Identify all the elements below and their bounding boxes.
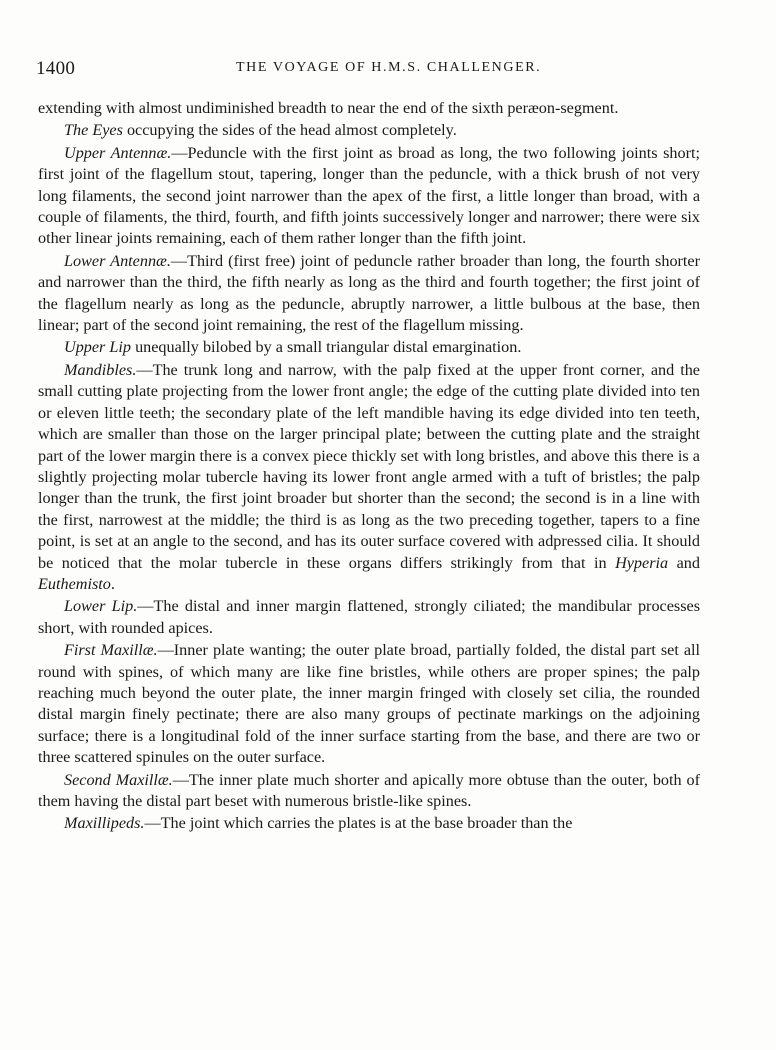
paragraph-text: —Third (first free) joint of peduncle rather broader than long, the fourth shorter and narrower than the third, the fifth nearly as long as the third and fourth together; the first joint of the flagellum nearly as long as the peduncle, abruptly narrower, a little bulbous at the base, then linear; part of the second joint remaining, the rest of the flagellum missing. [38, 251, 701, 335]
paragraph-upper-lip [38, 337, 700, 358]
paragraph-eyes [38, 120, 700, 141]
paragraph-heading: Second Maxillæ. [64, 770, 173, 789]
paragraph-second-maxillae [38, 770, 700, 813]
paragraph-text: —The joint which carries the plates is at the base broader than the [144, 814, 573, 833]
paragraph-text: —Inner plate wanting; the outer plate broad, partially folded, the distal part set all round with spines, of which many are like fine bristles, while others are proper spines; the palp reaching much beyond the outer plate, the inner margin fringed with closely set cilia, the rounded distal margin finely pectinate; there are also many groups of pectinate markings on the adjoining surface; there is a longitudinal fold of the inner surface starting from the base, and there are two or three scattered spinules on the outer surface. [38, 641, 700, 767]
paragraph-text: extending with almost undiminished breadth to near the end of the sixth peræon-segment. [38, 99, 619, 117]
page-number: 1400 [36, 58, 76, 79]
paragraph-text: occupying the sides of the head almost completely. [122, 121, 457, 140]
paragraph-text: . [110, 574, 115, 593]
page-header [36, 58, 736, 84]
paragraph-heading: Lower Lip. [64, 597, 138, 616]
body-text [38, 98, 700, 836]
paragraph-heading: The Eyes [64, 121, 123, 140]
paragraph-lower-lip [38, 596, 700, 639]
paragraph-text: —The inner plate much shorter and apically more obtuse than the outer, both of them having the distal part beset with numerous bristle-like spines. [38, 770, 700, 810]
paragraph-lower-antennae [38, 251, 700, 337]
paragraph-mandibles [38, 360, 700, 595]
paragraph-first-maxillae [38, 640, 700, 768]
paragraph-heading: Upper Lip [64, 338, 132, 357]
paragraph-text: and [668, 553, 700, 572]
paragraph-text: unequally bilobed by a small triangular distal emargination. [131, 338, 522, 357]
paragraph-heading: Upper Antennæ. [64, 143, 172, 162]
paragraph-text: —The trunk long and narrow, with the palp fixed at the upper front corner, and the small cutting plate projecting from the lower front angle; the edge of the cutting plate divided into ten or eleven little teeth; the secondary plate of the left mandible having its edge divided into ten teeth, which are smaller than those on the larger principal plate; between the cutting plate and the straight part of the lower margin there is a convex piece thickly set with long bristles, and above this there is a slightly projecting molar tubercle having its lower front angle armed with a tuft of bristles; the palp longer than the trunk, the first joint broader but shorter than the second; the second is in a line with the first, narrowest at the middle; the third is as long as the two preceding together, tapers to a fine point, is set at an angle to the second, and has its outer surface covered with adpressed cilia. It should be noticed that the molar tubercle in these organs differs strikingly from that in [38, 360, 700, 572]
paragraph-upper-antennae [38, 143, 700, 250]
paragraph-heading: Mandibles. [64, 360, 137, 379]
genus-name: Hyperia [615, 553, 669, 572]
genus-name: Euthemisto [38, 574, 111, 593]
paragraph-heading: First Maxillæ. [64, 641, 158, 660]
paragraph-maxillipeds [38, 813, 700, 834]
paragraph-continuation [38, 98, 700, 119]
paragraph-text: —The distal and inner margin flattened, strongly ciliated; the mandibular processes short, with rounded apices. [38, 597, 700, 637]
running-title: THE VOYAGE OF H.M.S. CHALLENGER. [236, 60, 542, 75]
paragraph-heading: Lower Antennæ. [64, 251, 171, 270]
paragraph-text: —Peduncle with the first joint as broad as long, the two following joints short; first joint of the flagellum stout, tapering, longer than the peduncle, with a thick brush of not very long filaments, the second joint narrower than the apex of the first, a little longer than broad, with a couple of filaments, the third, fourth, and fifth joints successively longer and narrower; there were six other linear joints remaining, each of them rather longer than the fifth joint. [38, 143, 700, 248]
paragraph-heading: Maxillipeds. [64, 814, 145, 833]
